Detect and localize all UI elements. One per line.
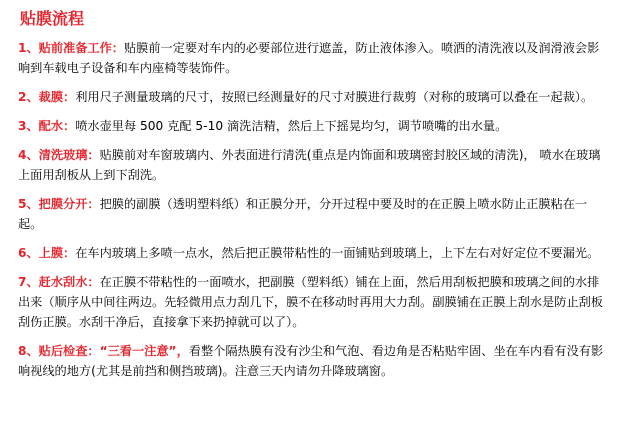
step-8 — [18, 341, 610, 381]
step-2 — [18, 87, 610, 107]
step-heading: 把膜分开： — [38, 197, 100, 211]
step-heading: 贴前准备工作： — [38, 41, 124, 55]
step-number: 4、 — [18, 148, 39, 162]
page-title: 贴膜流程 — [20, 9, 85, 28]
step-heading: 贴后检查： — [38, 344, 100, 358]
step-text: 贴膜前一定要对车内的必要部位进行遮盖，防止液体渗入。喷洒的清洗液以及润滑液会影响到车载电子设备和车内座椅等装饰件。 — [18, 41, 600, 75]
step-text: 在车内玻璃上多喷一点水，然后把正膜带粘性的一面铺贴到玻璃上，上下左右对好定位不要漏光。 — [75, 246, 600, 260]
step-number: 7、 — [18, 275, 39, 289]
step-6 — [18, 243, 610, 263]
step-text: 在正膜不带粘性的一面喷水，把副膜（塑料纸）铺在上面，然后用刮板把膜和玻璃之间的水排出来（顺序从中间往两边。先轻微用点力刮几下，膜不在移动时再用大力刮。副膜铺在正膜上刮水是防止刮板刮伤正膜。水刮干净后，直接拿下来扔掉就可以了）。 — [18, 275, 603, 329]
step-quote: “三看一注意”， — [99, 344, 189, 358]
step-text: 利用尺子测量玻璃的尺寸，按照已经测量好的尺寸对膜进行裁剪（对称的玻璃可以叠在一起裁）。 — [75, 90, 594, 104]
step-5 — [18, 194, 610, 234]
step-heading: 清洗玻璃： — [38, 148, 100, 162]
step-heading: 上膜： — [38, 246, 76, 260]
step-number: 1、 — [18, 41, 39, 55]
step-heading: 赶水刮水： — [38, 275, 100, 289]
step-heading: 裁膜： — [38, 90, 76, 104]
step-number: 6、 — [18, 246, 39, 260]
step-1 — [18, 38, 610, 78]
step-3 — [18, 116, 610, 136]
step-number: 8、 — [18, 344, 39, 358]
step-text: 看整个隔热膜有没有沙尘和气泡、看边角是否粘贴牢固、坐在车内看有没有影响视线的地方(尤其是前挡和侧挡玻璃)。注意三天内请勿升降玻璃窗。 — [18, 344, 604, 378]
step-number: 3、 — [18, 119, 39, 133]
step-number: 2、 — [18, 90, 39, 104]
step-4 — [18, 145, 610, 185]
step-7 — [18, 272, 610, 332]
step-heading: 配水： — [38, 119, 76, 133]
step-text: 把膜的副膜（透明塑料纸）和正膜分开，分开过程中要及时的在正膜上喷水防止正膜粘在一起。 — [18, 197, 588, 231]
step-text: 喷水壶里每 500 克配 5-10 滴洗洁精，然后上下摇晃均匀，调节喷嘴的出水量。 — [75, 119, 508, 133]
step-text: 贴膜前对车窗玻璃内、外表面进行清洗(重点是内饰面和玻璃密封胶区域的清洗)， 喷水在玻璃上面用刮板从上到下刮洗。 — [18, 148, 601, 182]
step-number: 5、 — [18, 197, 39, 211]
